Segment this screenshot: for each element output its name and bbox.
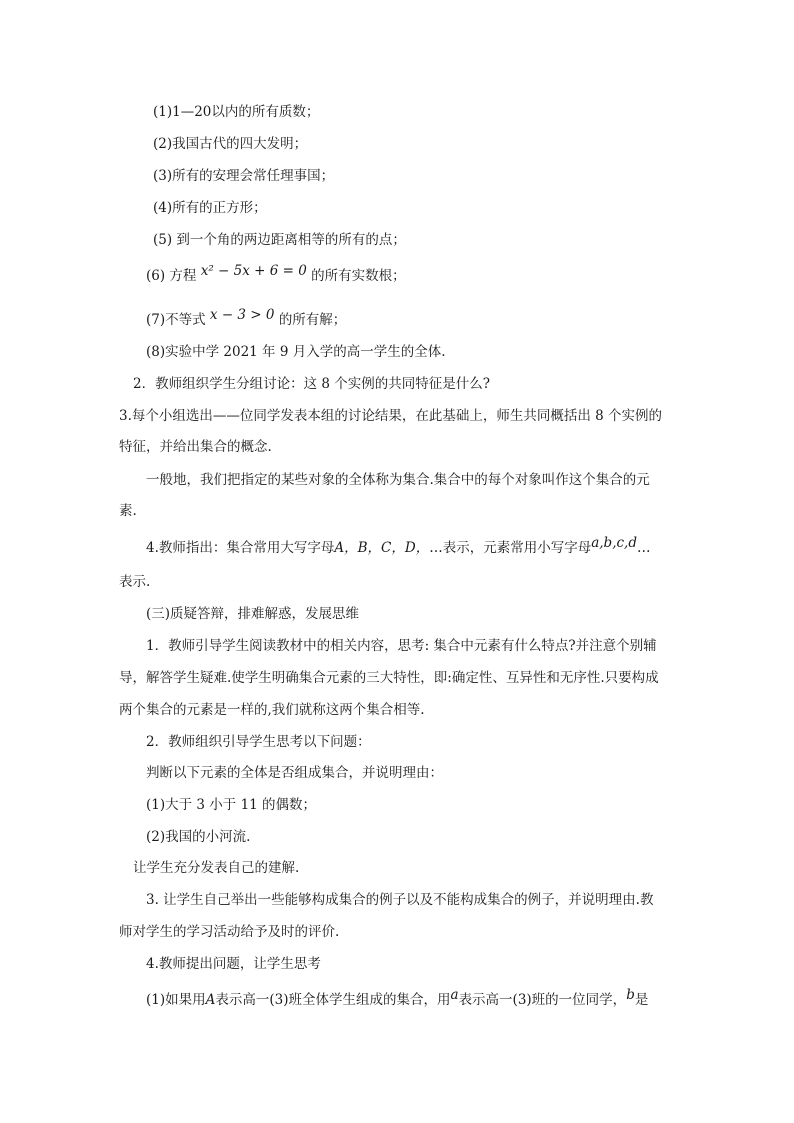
element-variable-b: b (626, 987, 635, 1003)
lowercase-letters: a,b,c,d (591, 535, 637, 551)
para-1-line-2: 导，解答学生疑难.使学生明确集合元素的三大特性，即:确定性、互异性和无序性.只要构成 (119, 670, 659, 686)
equation: x² − 5x + 6 = 0 (200, 263, 307, 279)
para-3-line-1: 3. 让学生自己举出一些能够构成集合的例子以及不能构成集合的例子，并说明理由.教 (146, 892, 654, 908)
para-1-line-1: 1．教师引导学生阅读教材中的相关内容，思考: 集合中元素有什么特点?并注意个别辅 (146, 638, 657, 654)
para-2-prompt: 让学生充分发表自己的建解. (133, 860, 300, 876)
example-4: (4)所有的正方形； (153, 200, 267, 216)
example-6-suffix: 的所有实数根； (311, 268, 406, 284)
step-3-line-1: 3.每个小组选出——位同学发表本组的讨论结果，在此基础上，师生共同概括出 8 个实例的 (119, 408, 663, 424)
para-3-line-2: 师对学生的学习活动给予及时的评价. (119, 924, 340, 940)
step-4-mid: …表示，元素常用小写字母 (429, 540, 592, 556)
para-2-item-1: (1)大于 3 小于 11 的偶数； (146, 797, 317, 813)
para-2-item-2: (2)我国的小河流. (146, 829, 251, 845)
example-7 (146, 307, 347, 330)
example-6-prefix: (6) 方程 (146, 268, 197, 284)
example-7-suffix: 的所有解； (278, 312, 347, 328)
example-2: (2)我国古代的四大发明； (153, 136, 308, 152)
p4-1-d: 是 (634, 992, 649, 1008)
step-2: 2．教师组织学生分组讨论：这 8 个实例的共同特征是什么? (133, 376, 490, 392)
element-variable-a: a (450, 987, 459, 1003)
para-4-item-1 (146, 987, 649, 1010)
definition-line-1: 一般地，我们把指定的某些对象的全体称为集合.集合中的每个对象叫作这个集合的元 (146, 472, 650, 488)
step-4-ellipsis: … (637, 540, 651, 556)
section-3-heading: (三)质疑答辩，排难解惑，发展思维 (146, 606, 360, 622)
para-2-question: 判断以下元素的全体是否组成集合，并说明理由： (146, 765, 443, 781)
example-8: (8)实验中学 2021 年 9 月入学的高一学生的全体. (146, 344, 446, 360)
step-4-line-1 (146, 535, 651, 558)
para-2: 2．教师组织引导学生思考以下问题： (146, 734, 371, 750)
example-1: (1)1—20以内的所有质数； (153, 104, 320, 120)
step-4-prefix: 4.教师指出：集合常用大写字母 (146, 540, 335, 556)
uppercase-letters: A，B，C，D， (334, 540, 430, 556)
example-5: (5) 到一个角的两边距离相等的所有的点； (153, 232, 406, 248)
para-1-line-3: 两个集合的元素是一样的,我们就称这两个集合相等. (119, 702, 425, 718)
step-4-line-2: 表示. (119, 574, 151, 590)
example-6 (146, 263, 406, 286)
p4-1-c: 表示高一(3)班的一位同学， (458, 992, 627, 1008)
para-4: 4.教师提出问题，让学生思考 (146, 956, 321, 972)
set-variable-A: A (205, 992, 216, 1008)
definition-line-2: 素. (119, 503, 137, 519)
inequality: x − 3 > 0 (209, 307, 275, 323)
example-3: (3)所有的安理会常任理事国； (153, 168, 335, 184)
p4-1-a: (1)如果用 (146, 992, 206, 1008)
p4-1-b: 表示高一(3)班全体学生组成的集合，用 (215, 992, 451, 1008)
step-3-line-2: 特征，并给出集合的概念. (119, 439, 272, 455)
example-7-prefix: (7)不等式 (146, 312, 206, 328)
